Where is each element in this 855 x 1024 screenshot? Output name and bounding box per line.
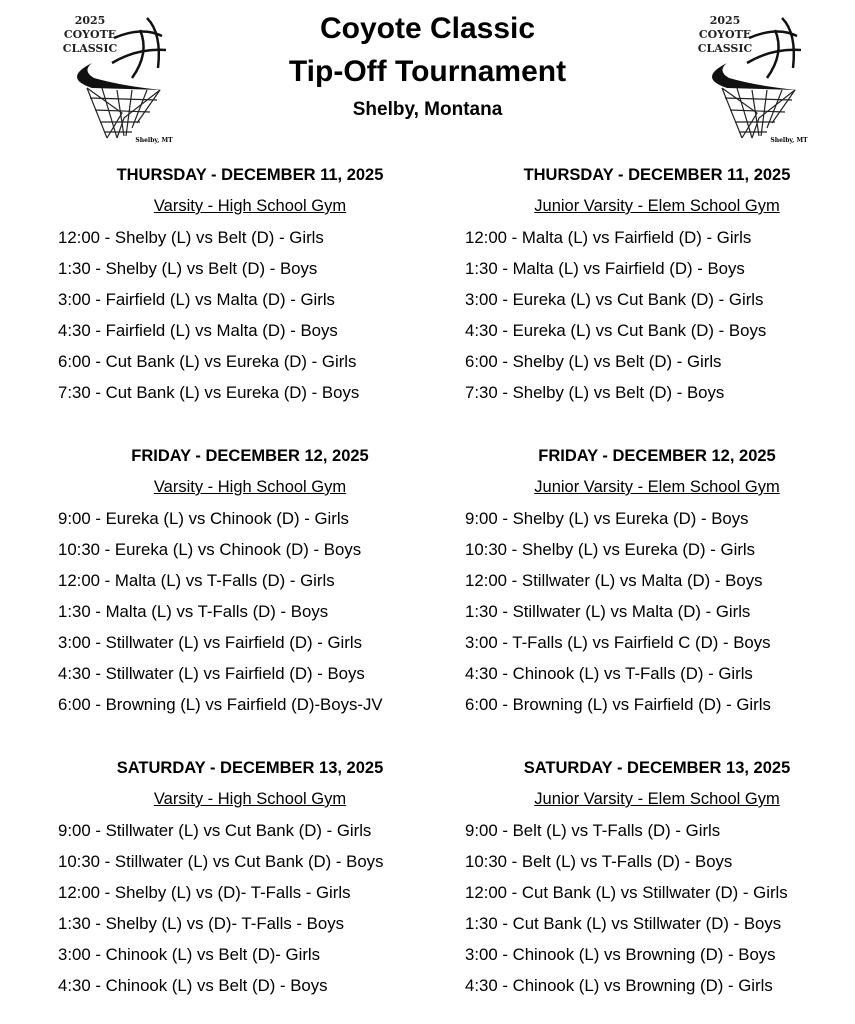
day-heading: SATURDAY - DECEMBER 13, 2025: [523, 759, 791, 777]
game-item: 10:30 - Belt (L) vs T-Falls (D) - Boys: [465, 852, 733, 871]
logo-year: 2025: [74, 14, 106, 27]
basketball-icon: [112, 18, 166, 78]
game-item: 3:00 - Stillwater (L) vs Fairfield (D) - Girls: [58, 633, 362, 652]
game-item: 12:00 - Malta (L) vs T-Falls (D) - Girls: [58, 571, 335, 590]
logo-place: Shelby, MT: [770, 137, 808, 144]
basketball-hoop-logo-right: [697, 8, 817, 146]
logo-name-1: COYOTE: [63, 28, 117, 41]
game-item: 1:30 - Malta (L) vs T-Falls (D) - Boys: [58, 602, 329, 621]
game-item: 1:30 - Malta (L) vs Fairfield (D) - Boys: [465, 259, 745, 278]
hoop-rim-icon: [77, 63, 162, 90]
game-item: 4:30 - Stillwater (L) vs Fairfield (D) - Boys: [58, 664, 365, 683]
venue-heading: Junior Varsity - Elem School Gym: [534, 478, 780, 496]
game-item: 9:00 - Eureka (L) vs Chinook (D) - Girls: [58, 509, 349, 528]
day-schedule: [457, 753, 855, 1001]
logo-name-2: CLASSIC: [62, 42, 118, 55]
title-line-2: Tip-Off Tournament: [288, 55, 567, 88]
day-heading: THURSDAY - DECEMBER 11, 2025: [523, 166, 791, 184]
day-schedule: [457, 160, 855, 408]
game-item: 9:00 - Stillwater (L) vs Cut Bank (D) - Girls: [58, 821, 372, 840]
game-item: 12:00 - Stillwater (L) vs Malta (D) - Boys: [465, 571, 763, 590]
basketball-hoop-logo-left: [62, 8, 182, 146]
game-item: 12:00 - Shelby (L) vs Belt (D) - Girls: [58, 228, 324, 247]
logo-name-1: COYOTE: [698, 28, 752, 41]
hoop-rim-icon: [712, 63, 797, 90]
game-item: 3:00 - Chinook (L) vs Belt (D)- Girls: [58, 945, 321, 964]
game-item: 3:00 - T-Falls (L) vs Fairfield C (D) - Boys: [465, 633, 771, 652]
game-item: 3:00 - Fairfield (L) vs Malta (D) - Girls: [58, 290, 335, 309]
logo-year: 2025: [709, 14, 741, 27]
game-item: 9:00 - Shelby (L) vs Eureka (D) - Boys: [465, 509, 749, 528]
game-item: 4:30 - Chinook (L) vs Browning (D) - Girls: [465, 976, 773, 995]
varsity-column: [50, 160, 450, 1024]
basketball-icon: [747, 18, 801, 78]
venue-heading: Junior Varsity - Elem School Gym: [534, 197, 780, 215]
game-item: 10:30 - Stillwater (L) vs Cut Bank (D) - Boys: [58, 852, 384, 871]
day-heading: FRIDAY - DECEMBER 12, 2025: [538, 447, 776, 465]
day-schedule: [50, 160, 450, 408]
venue-heading: Junior Varsity - Elem School Gym: [534, 790, 780, 808]
game-item: 6:00 - Browning (L) vs Fairfield (D)-Boys-JV: [58, 695, 383, 714]
game-item: 10:30 - Shelby (L) vs Eureka (D) - Girls: [465, 540, 756, 559]
game-item: 7:30 - Shelby (L) vs Belt (D) - Boys: [465, 383, 725, 402]
game-item: 4:30 - Fairfield (L) vs Malta (D) - Boys: [58, 321, 338, 340]
net-icon: [87, 88, 160, 138]
day-schedule: [50, 753, 450, 1001]
day-heading: SATURDAY - DECEMBER 13, 2025: [116, 759, 384, 777]
game-item: 12:00 - Malta (L) vs Fairfield (D) - Girls: [465, 228, 752, 247]
game-item: 3:00 - Eureka (L) vs Cut Bank (D) - Girls: [465, 290, 764, 309]
game-item: 1:30 - Cut Bank (L) vs Stillwater (D) - Boys: [465, 914, 782, 933]
game-item: 1:30 - Shelby (L) vs (D)- T-Falls - Boys: [58, 914, 344, 933]
game-item: 10:30 - Eureka (L) vs Chinook (D) - Boys: [58, 540, 362, 559]
game-item: 9:00 - Belt (L) vs T-Falls (D) - Girls: [465, 821, 721, 840]
logo-name-2: CLASSIC: [697, 42, 753, 55]
game-item: 6:00 - Browning (L) vs Fairfield (D) - Girls: [465, 695, 771, 714]
game-item: 12:00 - Shelby (L) vs (D)- T-Falls - Girls: [58, 883, 351, 902]
day-schedule: [457, 441, 855, 720]
day-schedule: [50, 441, 450, 720]
game-item: 12:00 - Cut Bank (L) vs Stillwater (D) - Girls: [465, 883, 788, 902]
game-item: 4:30 - Chinook (L) vs Belt (D) - Boys: [58, 976, 328, 995]
jv-column: [457, 160, 855, 1024]
logo-place: Shelby, MT: [135, 137, 173, 144]
venue-heading: Varsity - High School Gym: [153, 790, 347, 808]
net-icon: [722, 88, 795, 138]
game-item: 6:00 - Shelby (L) vs Belt (D) - Girls: [465, 352, 722, 371]
day-heading: FRIDAY - DECEMBER 12, 2025: [131, 447, 369, 465]
game-item: 1:30 - Shelby (L) vs Belt (D) - Boys: [58, 259, 318, 278]
location: Shelby, Montana: [352, 99, 503, 120]
game-item: 4:30 - Eureka (L) vs Cut Bank (D) - Boys: [465, 321, 767, 340]
game-item: 3:00 - Chinook (L) vs Browning (D) - Boys: [465, 945, 776, 964]
title-line-1: Coyote Classic: [319, 12, 536, 45]
game-item: 7:30 - Cut Bank (L) vs Eureka (D) - Boys: [58, 383, 360, 402]
game-item: 4:30 - Chinook (L) vs T-Falls (D) - Girls: [465, 664, 753, 683]
venue-heading: Varsity - High School Gym: [153, 478, 347, 496]
game-item: 1:30 - Stillwater (L) vs Malta (D) - Girls: [465, 602, 751, 621]
venue-heading: Varsity - High School Gym: [153, 197, 347, 215]
game-item: 6:00 - Cut Bank (L) vs Eureka (D) - Girls: [58, 352, 357, 371]
day-heading: THURSDAY - DECEMBER 11, 2025: [116, 166, 384, 184]
